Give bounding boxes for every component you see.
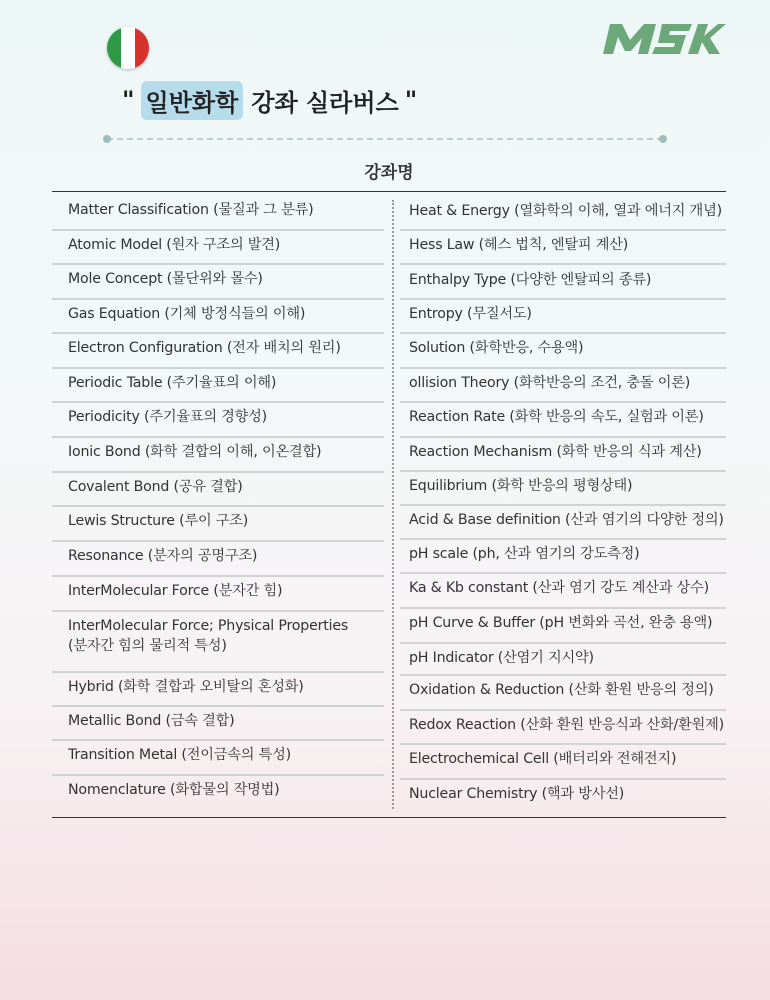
page-title	[116, 80, 423, 120]
title-highlight: 일반화학	[141, 81, 244, 120]
course-item-left: Hybrid (화학 결합과 오비탈의 혼성화)	[68, 679, 304, 695]
course-item-left: Lewis Structure (루이 구조)	[68, 513, 249, 529]
course-item-right: pH scale (ph, 산과 염기의 강도측정)	[409, 546, 640, 562]
row-rule-right	[400, 642, 726, 644]
row-rule-left	[52, 739, 384, 741]
course-item-right: Oxidation & Reduction (산화 환원 반응의 정의)	[409, 682, 714, 698]
row-rule-left	[52, 705, 384, 707]
course-item-right: pH Indicator (산염기 지시약)	[409, 650, 594, 666]
row-rule-right	[400, 367, 726, 369]
course-item-right: Entropy (무질서도)	[409, 306, 532, 322]
row-rule-right	[400, 709, 726, 711]
title-rest: 강좌 실라버스	[251, 88, 399, 117]
row-rule-right	[400, 778, 726, 780]
course-item-left: Atomic Model (원자 구조의 발견)	[68, 237, 281, 253]
row-rule-right	[400, 332, 726, 334]
row-rule-right	[400, 401, 726, 403]
course-item-left: Periodic Table (주기율표의 이해)	[68, 375, 277, 391]
flag-white-stripe	[121, 27, 135, 69]
row-rule-left	[52, 610, 384, 612]
row-rule-right	[400, 572, 726, 574]
row-rule-left	[52, 774, 384, 776]
course-item-right: Redox Reaction (산화 환원 반응식과 산화/환원제)	[409, 717, 724, 733]
row-rule-left	[52, 298, 384, 300]
course-item-right: Ka & Kb constant (산과 염기 강도 계산과 상수)	[409, 580, 709, 596]
flag-green-stripe	[107, 27, 121, 69]
course-item-right: Reaction Rate (화학 반응의 속도, 실험과 이론)	[409, 409, 704, 425]
course-item-left: Gas Equation (기체 방정식들의 이해)	[68, 306, 306, 322]
course-item-left: Ionic Bond (화학 결합의 이해, 이온결합)	[68, 444, 322, 460]
row-rule-left	[52, 332, 384, 334]
course-item-left: InterMolecular Force; Physical Properties (분자간 힘의 물리적 특성)	[68, 618, 349, 654]
row-rule-left	[52, 471, 384, 473]
italy-flag-icon	[107, 27, 149, 69]
row-rule-right	[400, 229, 726, 231]
column-separator	[392, 200, 394, 809]
flag-red-stripe	[135, 27, 149, 69]
course-item-right: Solution (화학반응, 수용액)	[409, 340, 584, 356]
row-rule-left	[52, 367, 384, 369]
course-name-header: 강좌명	[364, 163, 414, 183]
row-rule-right	[400, 504, 726, 506]
course-item-left: Covalent Bond (공유 결합)	[68, 479, 243, 495]
course-item-right: ollision Theory (화학반응의 조건, 충돌 이론)	[409, 375, 691, 391]
course-item-right: Equilibrium (화학 반응의 평형상태)	[409, 478, 633, 494]
row-rule-right	[400, 674, 726, 676]
course-item-right: pH Curve & Buffer (pH 변화와 곡선, 완충 용액)	[409, 615, 713, 631]
row-rule-right	[400, 470, 726, 472]
open-quote: "	[122, 86, 135, 114]
row-rule-left	[52, 671, 384, 673]
row-rule-left	[52, 401, 384, 403]
row-rule-right	[400, 538, 726, 540]
divider-dot-right	[659, 135, 667, 143]
course-item-left: Periodicity (주기율표의 경향성)	[68, 409, 268, 425]
row-rule-left	[52, 540, 384, 542]
msk-logo	[600, 24, 726, 54]
dashed-divider	[107, 138, 663, 140]
row-rule-right	[400, 436, 726, 438]
course-item-right: Hess Law (헤스 법칙, 엔탈피 계산)	[409, 237, 629, 253]
row-rule-right	[400, 743, 726, 745]
course-item-left: Mole Concept (몰단위와 몰수)	[68, 271, 263, 287]
course-item-right: Electrochemical Cell (배터리와 전해전지)	[409, 751, 677, 767]
row-rule-left	[52, 229, 384, 231]
course-item-left: Resonance (분자의 공명구조)	[68, 548, 258, 564]
row-rule-left	[52, 436, 384, 438]
row-rule-left	[52, 505, 384, 507]
row-rule-right	[400, 607, 726, 609]
row-rule-right	[400, 298, 726, 300]
course-item-right: Reaction Mechanism (화학 반응의 식과 계산)	[409, 444, 702, 460]
course-item-left: Transition Metal (전이금속의 특성)	[68, 747, 291, 763]
course-item-left: Metallic Bond (금속 결합)	[68, 713, 235, 729]
close-quote: "	[404, 86, 418, 114]
row-rule-left	[52, 263, 384, 265]
row-rule-right	[400, 263, 726, 265]
row-rule-left	[52, 575, 384, 577]
course-item-right: Nuclear Chemistry (핵과 방사선)	[409, 786, 625, 802]
divider-dot-left	[103, 135, 111, 143]
course-item-right: Acid & Base definition (산과 염기의 다양한 정의)	[409, 512, 724, 528]
course-item-right: Heat & Energy (열화학의 이해, 열과 에너지 개념)	[409, 203, 722, 219]
course-item-right: Enthalpy Type (다양한 엔탈피의 종류)	[409, 272, 652, 288]
course-item-left: Electron Configuration (전자 배치의 원리)	[68, 340, 341, 356]
course-item-left: InterMolecular Force (분자간 힘)	[68, 583, 283, 599]
course-item-left: Nomenclature (화합물의 작명법)	[68, 782, 280, 798]
course-item-left: Matter Classification (물질과 그 분류)	[68, 202, 314, 218]
syllabus-table	[52, 191, 726, 818]
